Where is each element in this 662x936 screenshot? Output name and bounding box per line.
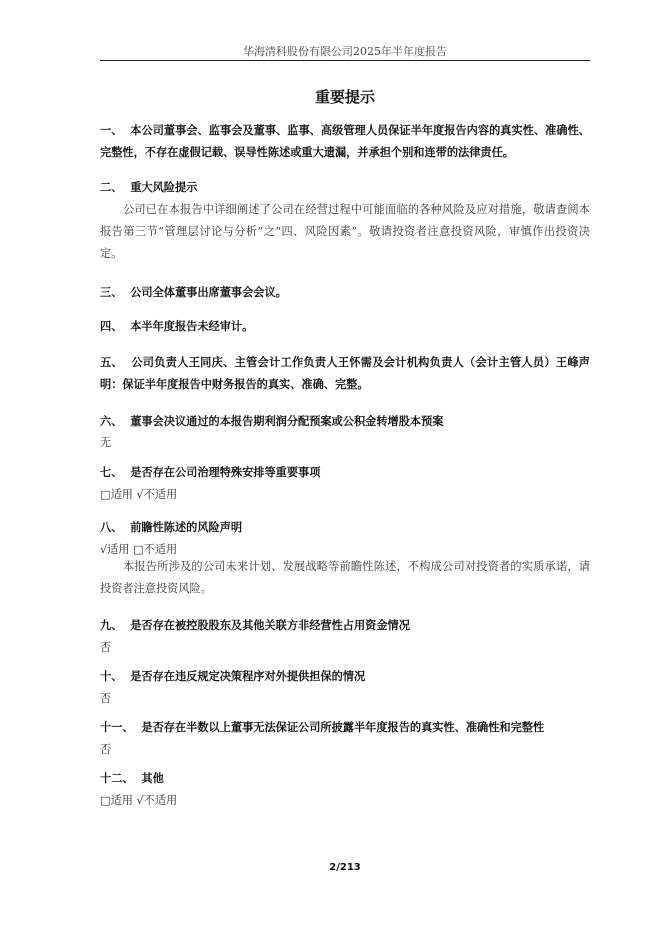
section-4-number: 四、 <box>100 320 123 333</box>
section-8-heading-row <box>100 517 590 539</box>
section-11-heading: 是否存在半数以上董事无法保证公司所披露半年度报告的真实性、准确性和完整性 <box>141 721 545 734</box>
section-2-number: 二、 <box>100 181 123 194</box>
section-1 <box>100 120 590 164</box>
header-divider <box>100 60 590 61</box>
section-11-number: 十一、 <box>100 721 134 734</box>
section-6-heading-row <box>100 411 590 433</box>
section-5 <box>100 352 590 396</box>
section-9-number: 九、 <box>100 619 123 632</box>
section-6-heading: 董事会决议通过的本报告期利润分配预案或公积金转增股本预案 <box>130 415 444 428</box>
section-7-number: 七、 <box>100 466 123 479</box>
section-9-heading-row <box>100 615 590 637</box>
section-6-answer: 无 <box>100 436 112 449</box>
section-9-heading: 是否存在被控股股东及其他关联方非经营性占用资金情况 <box>130 619 410 632</box>
section-10-number: 十、 <box>100 670 123 683</box>
section-8-heading: 前瞻性陈述的风险声明 <box>130 521 243 534</box>
section-2-body: 公司已在本报告中详细阐述了公司在经营过程中可能面临的各种风险及应对措施，敬请查阅本报告第三节“管理层讨论与分析”之“四、风险因素”。敬请投资者注意投资风险，审慎作出投资决定。 <box>100 203 590 260</box>
section-5-text: 公司负责人王同庆、主管会计工作负责人王怀需及会计机构负责人（会计主管人员）王峰声明：保证半年度报告中财务报告的真实、准确、完整。 <box>100 356 590 391</box>
section-1-number: 一、 <box>100 124 123 137</box>
running-header: 华海清科股份有限公司2025年半年度报告 <box>243 45 447 58</box>
section-10-heading: 是否存在违反规定决策程序对外提供担保的情况 <box>130 670 366 683</box>
section-11-heading-row <box>100 717 590 739</box>
section-5-number: 五、 <box>100 356 123 369</box>
section-12-heading-row <box>100 768 590 790</box>
section-1-text: 本公司董事会、监事会及董事、监事、高级管理人员保证半年度报告内容的真实性、准确性、完整性，不存在虚假记载、误导性陈述或重大遗漏，并承担个别和连带的法律责任。 <box>100 124 590 159</box>
section-2-heading: 重大风险提示 <box>130 181 198 194</box>
page-number: 2/213 <box>329 862 361 873</box>
section-3-number: 三、 <box>100 286 123 299</box>
section-9-answer: 否 <box>100 641 112 654</box>
section-10-heading-row <box>100 666 590 688</box>
section-8-applicability: √适用 □不适用 <box>100 543 178 556</box>
section-8-body: 本报告所涉及的公司未来计划、发展战略等前瞻性陈述，不构成公司对投资者的实质承诺，请投资者注意投资风险。 <box>100 560 590 595</box>
section-12-number: 十二、 <box>100 772 134 785</box>
section-3 <box>100 282 590 304</box>
section-12-heading: 其他 <box>141 772 164 785</box>
section-7-heading: 是否存在公司治理特殊安排等重要事项 <box>130 466 321 479</box>
section-4-text: 本半年度报告未经审计。 <box>130 320 254 333</box>
section-10-answer: 否 <box>100 692 112 705</box>
section-12-applicability: □适用 √不适用 <box>100 794 178 807</box>
section-8-number: 八、 <box>100 521 123 534</box>
section-4 <box>100 316 590 338</box>
section-11-answer: 否 <box>100 743 112 756</box>
section-6-number: 六、 <box>100 415 123 428</box>
page-title: 重要提示 <box>314 88 375 106</box>
section-2-heading-row <box>100 177 590 199</box>
section-7-applicability: □适用 √不适用 <box>100 488 178 501</box>
section-7-heading-row <box>100 462 590 484</box>
section-3-text: 公司全体董事出席董事会会议。 <box>130 286 287 299</box>
